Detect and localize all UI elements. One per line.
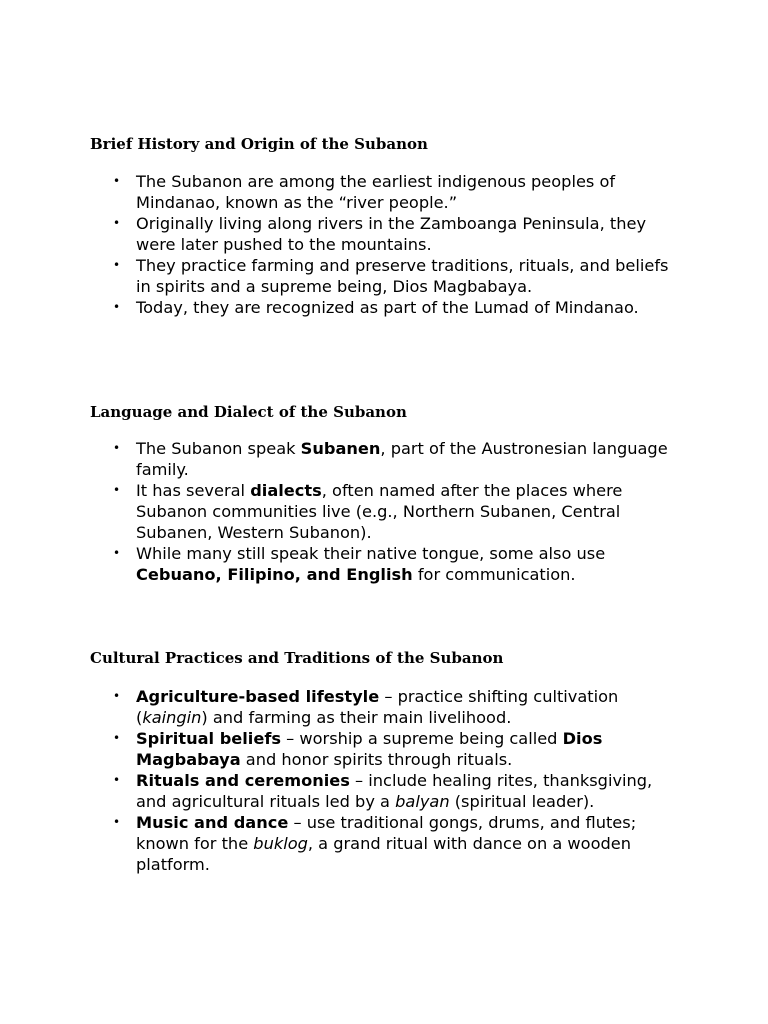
item-italic-text: balyan xyxy=(395,792,450,811)
section-heading-history: Brief History and Origin of the Subanon xyxy=(90,135,428,153)
item-text: , a grand ritual with dance on a wooden platform. xyxy=(136,834,631,874)
item-text: for communication. xyxy=(412,565,576,584)
bullet-list-culture xyxy=(0,686,768,875)
section-heading-language: Language and Dialect of the Subanon xyxy=(90,403,407,421)
item-text: Today, they are recognized as part of the Lumad of Mindanao. xyxy=(136,298,639,317)
item-text: , part of the Austronesian language family. xyxy=(136,439,668,479)
item-bold-text: Spiritual beliefs xyxy=(136,729,282,748)
bullet-list-history xyxy=(0,171,768,318)
list-item xyxy=(0,438,676,480)
list-item xyxy=(0,213,676,255)
item-text: and honor spirits through rituals. xyxy=(240,750,513,769)
list-item xyxy=(0,686,676,728)
item-text: – worship a supreme being called xyxy=(281,729,563,748)
list-item xyxy=(0,812,676,875)
item-text: Originally living along rivers in the Zamboanga Peninsula, they were later pushed to the mountains. xyxy=(136,214,647,254)
item-bold-text: Cebuano, Filipino, and English xyxy=(136,565,413,584)
item-text: While many still speak their native tongue, some also use xyxy=(136,544,606,563)
section-heading-culture: Cultural Practices and Traditions of the Subanon xyxy=(90,649,504,667)
list-item xyxy=(0,255,676,297)
item-bold-text: Dios Magbabaya xyxy=(136,729,603,769)
item-text: , often named after the places where Subanon communities live (e.g., Northern Subanen, Central Subanen, Western Subanon). xyxy=(136,481,623,542)
item-bold-text: Rituals and ceremonies xyxy=(136,771,350,790)
item-bold-text: Subanen xyxy=(300,439,381,458)
bullet-list-language xyxy=(0,438,768,585)
list-item xyxy=(0,770,676,812)
item-text: It has several xyxy=(136,481,251,500)
item-bold-text: dialects xyxy=(250,481,322,500)
item-text: They practice farming and preserve traditions, rituals, and beliefs in spirits and a supreme being, Dios Magbabaya. xyxy=(136,256,669,296)
list-item xyxy=(0,171,676,213)
item-text: The Subanon speak xyxy=(136,439,301,458)
item-text: – use traditional gongs, drums, and flutes; known for the xyxy=(136,813,637,853)
list-item xyxy=(0,480,676,543)
list-item xyxy=(0,543,676,585)
item-text: The Subanon are among the earliest indigenous peoples of Mindanao, known as the “river people.” xyxy=(136,172,616,212)
list-item xyxy=(0,728,676,770)
item-text: – include healing rites, thanksgiving, and agricultural rituals led by a xyxy=(136,771,653,811)
item-bold-text: Agriculture-based lifestyle xyxy=(136,687,380,706)
list-item xyxy=(0,297,676,318)
item-text: (spiritual leader). xyxy=(449,792,595,811)
item-bold-text: Music and dance xyxy=(136,813,289,832)
item-italic-text: buklog xyxy=(253,834,308,853)
item-text: ) and farming as their main livelihood. xyxy=(201,708,512,727)
item-italic-text: kaingin xyxy=(142,708,202,727)
item-text: – practice shifting cultivation ( xyxy=(136,687,619,727)
